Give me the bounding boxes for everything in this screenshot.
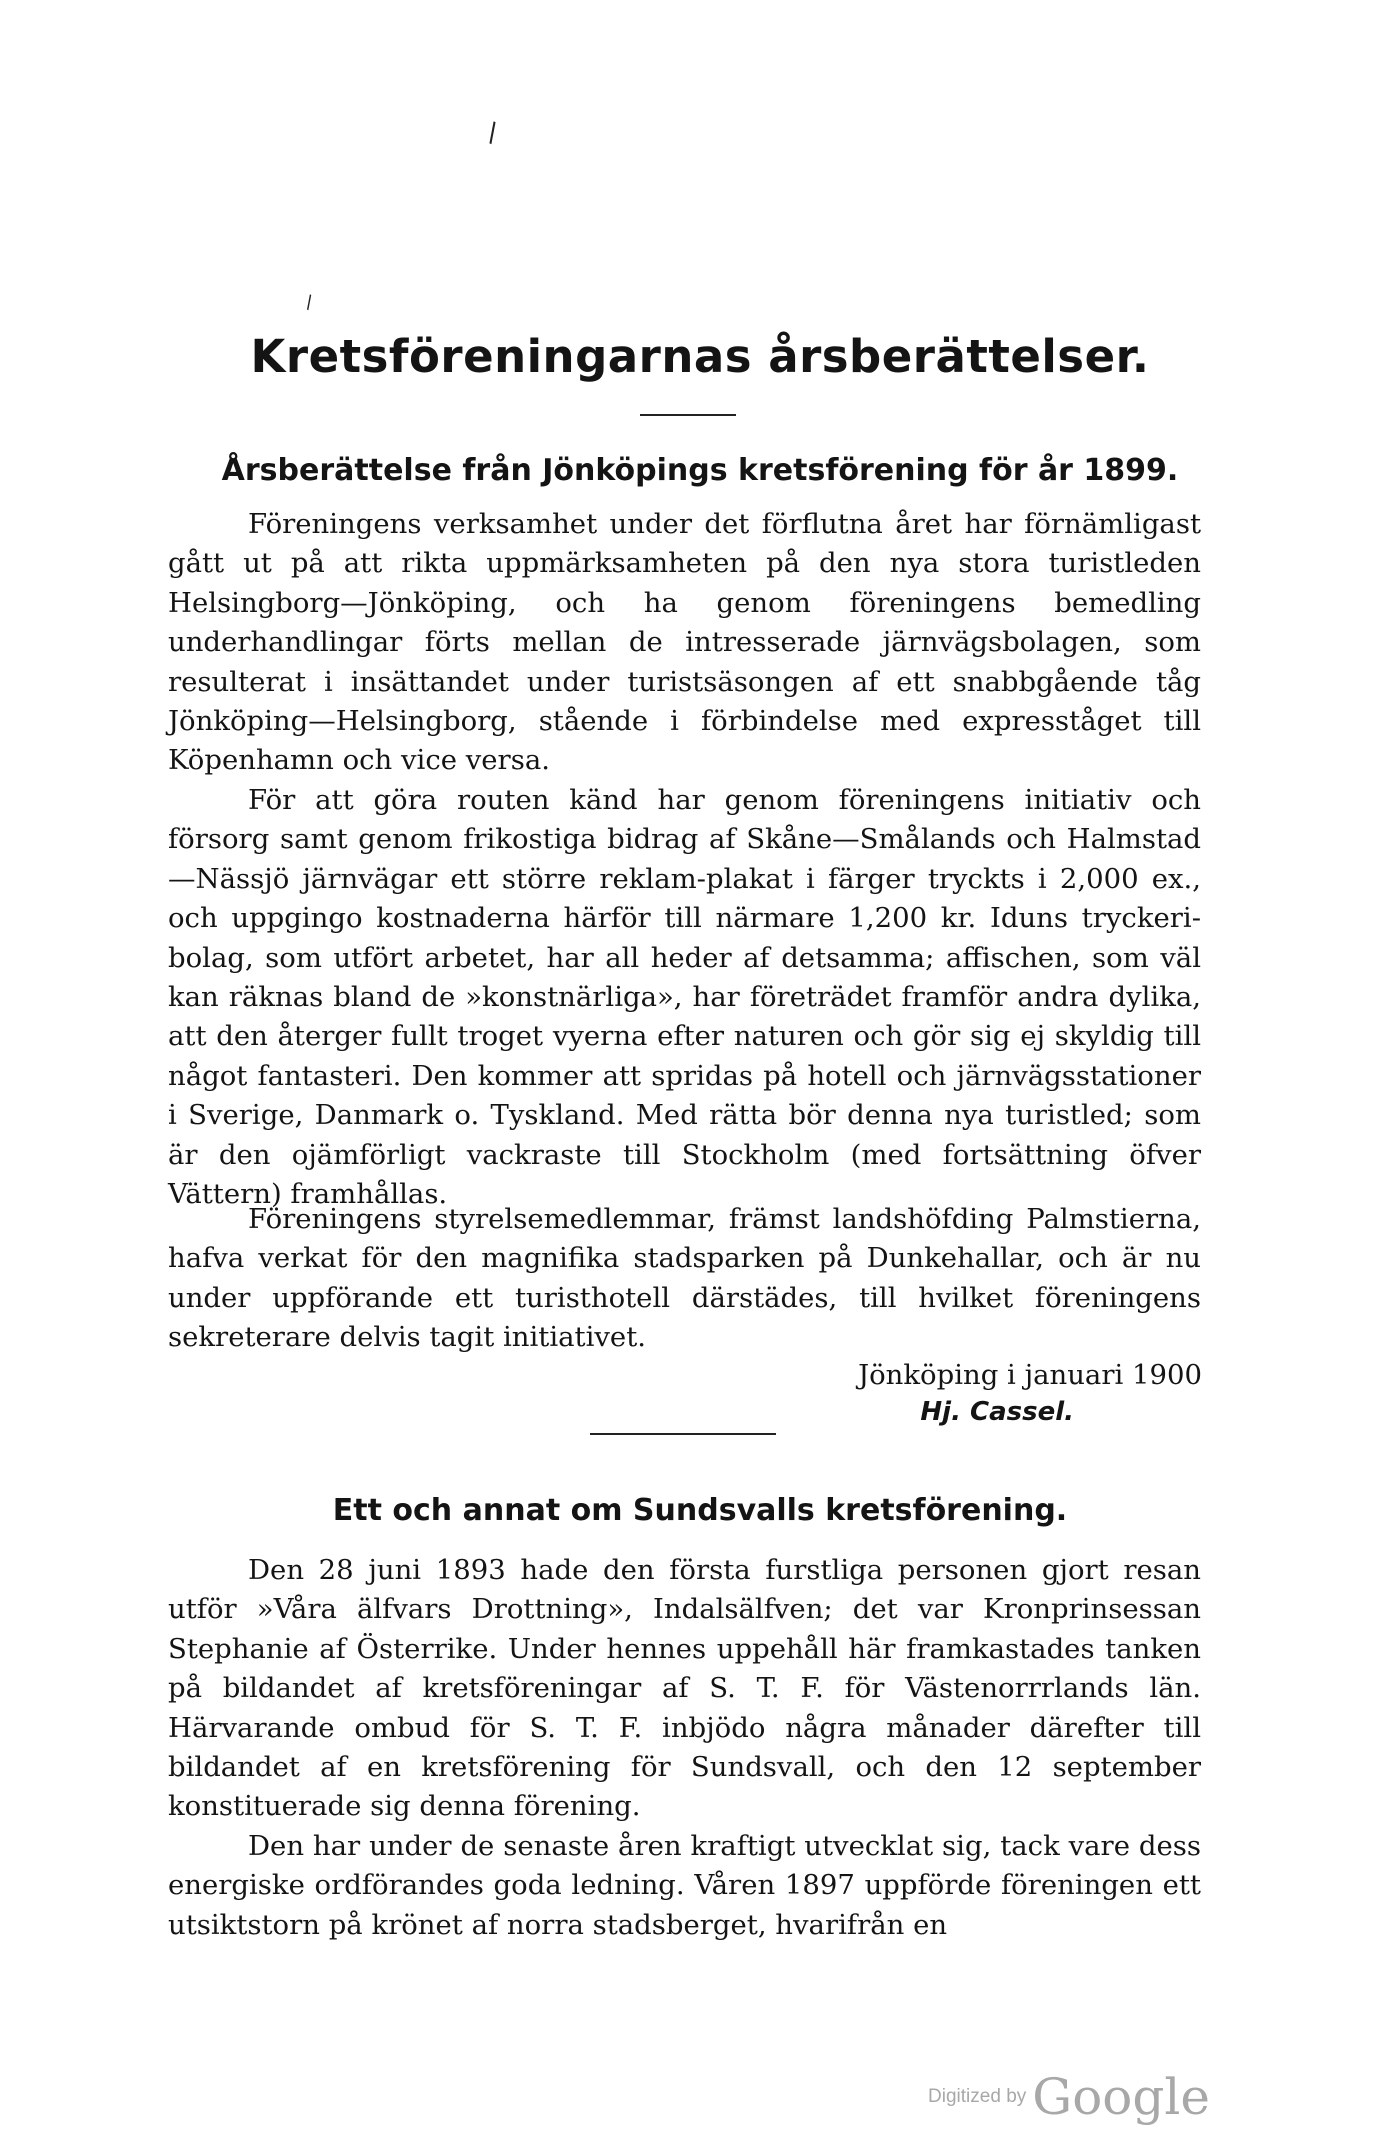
paragraph: Den har under de senaste åren kraftigt utvecklat sig, tack vare dess energiske ordförandes goda ledning. Våren 1897 uppförde föreningen ett utsiktstorn på krönet af norra stadsberget, hvarifrån en: [168, 1830, 1201, 1941]
divider-rule: [590, 1433, 776, 1435]
stray-mark: \: [481, 117, 504, 149]
watermark-prefix: Digitized by: [928, 2086, 1027, 2107]
main-title: Kretsföreningarnas årsberättelser.: [250, 330, 1150, 383]
stray-mark: \: [301, 291, 317, 314]
section-title-sundsvall: Ett och annat om Sundsvalls kretsförening.: [332, 1493, 1068, 1528]
paragraph: Den 28 juni 1893 hade den första furstliga personen gjort resan utför »Våra älfvars Drottning», Indalsälfven; det var Kronprinsessan Stephanie af Österrike. Under hennes uppehåll här framkastades tanken på bildandet af kretsföreningar af S. T. F. för Västenorrrlands län. Härvarande ombud för S. T. F. inbjödo några månader därefter till bildandet af en kretsförening för Sundsvall, och den 12 september konstituerade sig denna förening.: [168, 1554, 1201, 1823]
divider-rule: [640, 414, 736, 416]
digitized-watermark: [928, 2068, 1210, 2126]
paragraph: Föreningens styrelsemedlemmar, främst landshöfding Palmstierna, hafva verkat för den magnifika stadsparken på Dunkehallar, och är nu under uppförande ett turisthotell därstädes, till hvilket föreningens sekreterare delvis tagit initiativet.: [168, 1203, 1201, 1354]
dateline: Jönköping i januari 1900: [858, 1359, 1202, 1391]
section-title-jonkoping: Årsberättelse från Jönköpings kretsförening för år 1899.: [221, 453, 1179, 488]
paragraph: Föreningens verksamhet under det förflutna året har förnämligast gått ut på att rikta uppmärksamheten på den nya stora turistleden Helsingborg—Jönköping, och ha genom föreningens bemedling underhandlingar förts mellan de intresserade järnvägsbolagen, som resulterat i insättandet under turistsäsongen af ett snabbgående tåg Jönköping—Helsingborg, stående i förbindelse med expresståget till Köpenhamn och vice versa.: [168, 508, 1201, 777]
signature: Hj. Cassel.: [920, 1397, 1074, 1427]
watermark-brand-logo: Google: [1032, 2068, 1210, 2126]
paragraph: För att göra routen känd har genom föreningens initiativ och försorg samt genom frikostiga bidrag af Skåne—Smålands och Halmstad—Nässjö järnvägar ett större reklam-plakat i färger tryckts i 2,000 ex., och uppgingo kostnaderna härför till närmare 1,200 kr. Iduns tryckeri-bolag, som utfört arbetet, har all heder af detsamma; affischen, som väl kan räknas bland de »konstnärliga», har företrädet framför andra dylika, att den återger fullt troget vyerna efter naturen och gör sig ej skyldig till något fantasteri. Den kommer att spridas på hotell och järnvägsstationer i Sverige, Danmark o. Tyskland. Med rätta bör denna nya turistled; som är den ojämförligt vackraste till Stockholm (med fortsättning öfver Vättern) framhållas.: [168, 784, 1201, 1211]
